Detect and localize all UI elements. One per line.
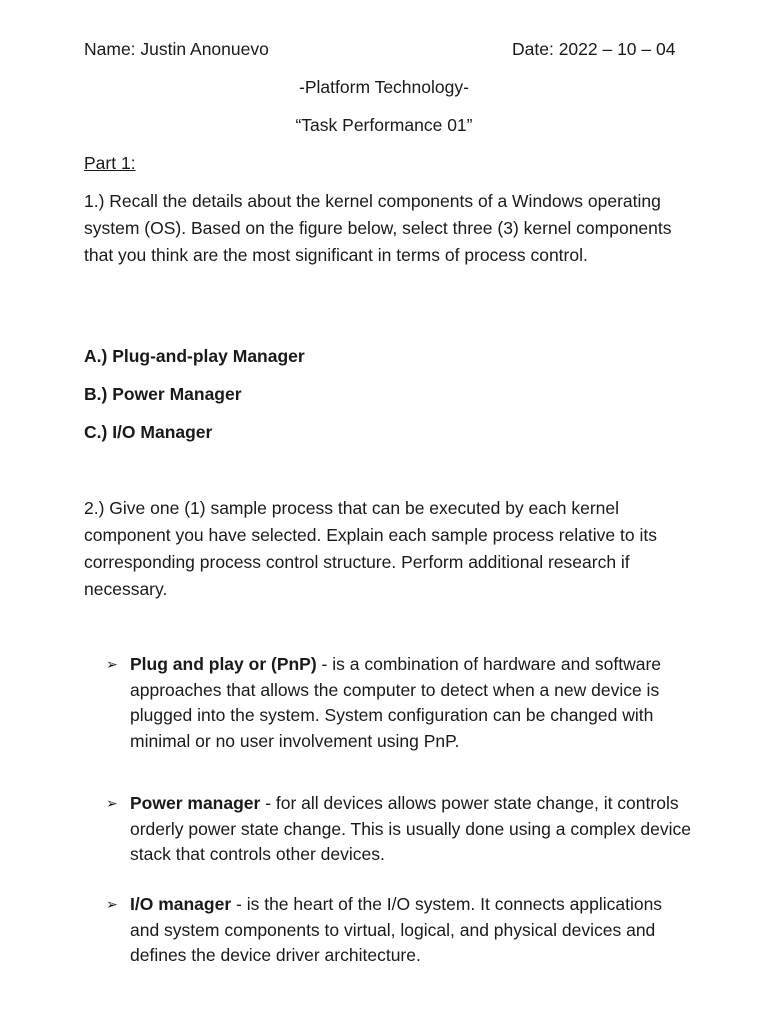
- document-date: Date: 2022 – 10 – 04: [512, 39, 676, 59]
- answer-a: A.) Plug-and-play Manager: [84, 346, 305, 366]
- bullet-item-pnp: [106, 652, 696, 754]
- answer-c: C.) I/O Manager: [84, 422, 213, 442]
- student-name: Name: Justin Anonuevo: [84, 39, 269, 59]
- bullet-item-io-manager: [106, 892, 696, 969]
- bullet-text: [130, 791, 696, 868]
- arrow-bullet-icon: ➢: [106, 656, 118, 672]
- part-label: Part 1:: [84, 153, 136, 173]
- bullet-text: [130, 652, 696, 754]
- question-2: 2.) Give one (1) sample process that can be executed by each kernel component you have selected. Explain each sample process relative to its corresponding process control structure. Perform additional research if necessary.: [84, 498, 657, 599]
- bullet-item-power-manager: [106, 791, 696, 868]
- bullet-term: Plug and play or (PnP): [130, 654, 317, 674]
- answer-b: B.) Power Manager: [84, 384, 242, 404]
- arrow-bullet-icon: ➢: [106, 896, 118, 912]
- subject-title: -Platform Technology-: [299, 77, 469, 97]
- bullet-description: - for all devices allows power state change, it controls orderly power state change. This is usually done using a complex device stack that controls other devices.: [130, 793, 691, 864]
- bullet-text: [130, 892, 696, 969]
- bullet-description: - is a combination of hardware and software approaches that allows the computer to detect when a new device is plugged into the system. System configuration can be changed with minimal or no user involvement using PnP.: [130, 654, 662, 751]
- arrow-bullet-icon: ➢: [106, 795, 118, 811]
- bullet-term: Power manager: [130, 793, 261, 813]
- bullet-description: - is the heart of the I/O system. It connects applications and system components to virtual, logical, and physical devices and defines the device driver architecture.: [130, 894, 663, 965]
- question-1: 1.) Recall the details about the kernel components of a Windows operating system (OS). Based on the figure below, select three (3) kernel components that you think are the most significant in terms of process control.: [84, 191, 672, 265]
- task-title: “Task Performance 01”: [295, 115, 473, 135]
- bullet-term: I/O manager: [130, 894, 232, 914]
